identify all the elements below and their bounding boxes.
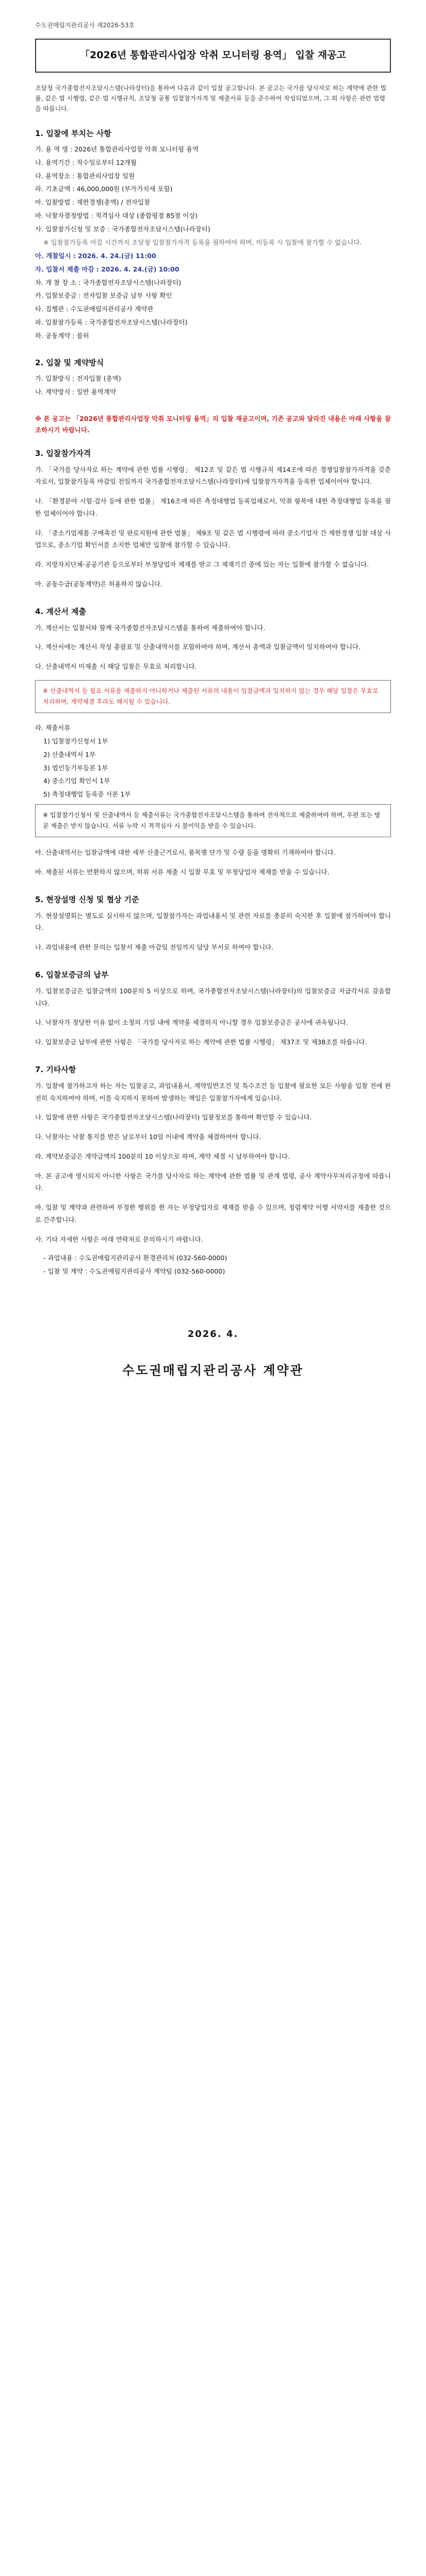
sec3-paragraph: 나. 「환경분야 시험·검사 등에 관한 법률」 제16조에 따른 측정대행업 등록업체로서, 악취 항목에 대한 측정대행업 등록을 필한 업체이어야 합니다. <box>35 497 391 517</box>
section-4-title: 4. 계산서 제출 <box>35 606 87 616</box>
sec1-item: 바. 낙찰자결정방법 : 적격심사 대상 (종합평점 85점 이상) <box>35 212 198 220</box>
intro-paragraph: 조달청 국가종합전자조달시스템(나라장터)을 통하여 다음과 같이 입찰 공고합니다. 본 공고는 국가를 당사자로 하는 계약에 관한 법률, 같은 법 시행령, 같은 법 시행규칙, 조달청 공통 입찰참가자격 및 제출서류 등을 준수하여 작성되었으며, 그 외 사항은 관련 법령을 따릅니다. <box>35 84 386 113</box>
section-5 <box>35 894 391 954</box>
sec4-item: 5) 측정대행업 등록증 사본 1부 <box>43 790 131 799</box>
sec4-item: 2) 산출내역서 1부 <box>43 750 96 758</box>
notice-date: 2026. 4. <box>187 1329 239 1340</box>
sec4-paragraph: 다. 산출내역서 미제출 시 해당 입찰은 무효로 처리합니다. <box>35 663 197 671</box>
sec2-item: 나. 계약방식 : 일반 용역계약 <box>35 387 116 396</box>
section-1-title: 1. 입찰에 부치는 사항 <box>35 128 111 138</box>
sec7-paragraph: 마. 본 공고에 명시되지 아니한 사항은 국가를 당사자로 하는 계약에 관한 법률 및 관계 법령, 공사 계약사무처리규정에 따릅니다. <box>35 1172 391 1192</box>
sec1-opening-date: 아. 개찰일시 : 2026. 4. 24.(금) 11:00 <box>35 251 156 260</box>
notice-number: 수도권매립지관리공사 제2026-53호 <box>35 22 135 29</box>
issuing-organization: 수도권매립지관리공사 계약관 <box>122 1363 304 1378</box>
contact-line: - 입찰 및 계약 : 수도권매립지관리공사 계약팀 (032-560-0000) <box>43 1267 225 1276</box>
sec1-item: 마. 입찰방법 : 제한경쟁(총액) / 전자입찰 <box>35 198 151 207</box>
sec5-paragraph: 가. 현장설명회는 별도로 실시하지 않으며, 입찰참가자는 과업내용서 및 관련 자료를 충분히 숙지한 후 입찰에 참가하여야 합니다. <box>35 911 391 932</box>
sec1-item: 카. 입찰보증금 : 전자입찰 보증금 납부 사항 확인 <box>35 292 172 300</box>
sec1-item: 파. 입찰참가등록 : 국가종합전자조달시스템(나라장터) <box>35 318 188 327</box>
sec1-item: 사. 입찰참가신청 및 보증 : 국가종합전자조달시스템(나라장터) <box>35 225 210 233</box>
sec1-item: 차. 개 찰 장 소 : 국가종합전자조달시스템(나라장터) <box>35 278 182 286</box>
sec4-item: 라. 제출서류 <box>35 723 71 732</box>
sec6-paragraph: 나. 낙찰자가 정당한 이유 없이 소정의 기일 내에 계약을 체결하지 아니할 경우 입찰보증금은 공사에 귀속됩니다. <box>35 1019 348 1027</box>
section-2 <box>35 357 391 398</box>
sec1-item: 라. 기초금액 : 46,000,000원 (부가가치세 포함) <box>35 185 173 193</box>
sec1-item: 가. 용 역 명 : 2026년 통합관리사업장 악취 모니터링 용역 <box>35 145 199 153</box>
sec6-paragraph: 가. 입찰보증금은 입찰금액의 100분의 5 이상으로 하며, 국가종합전자조달시스템(나라장터)의 입찰보증금 지급각서로 갈음합니다. <box>35 987 391 1007</box>
document <box>35 21 391 1378</box>
section-2-title: 2. 입찰 및 계약방식 <box>35 358 104 367</box>
section-5-title: 5. 현장설명 신청 및 협상 기준 <box>35 894 139 904</box>
section-1 <box>35 128 391 342</box>
sec2-item: 가. 입찰방식 : 전자입찰 (총액) <box>35 374 121 382</box>
sec4-paragraph: 가. 계산서는 입찰서와 함께 국가종합전자조달시스템을 통하여 제출하여야 합니다. <box>35 623 266 632</box>
sec4-item: 4) 중소기업 확인서 1부 <box>43 777 110 785</box>
section-4 <box>35 606 391 878</box>
sec3-paragraph: 가. 「국가를 당사자로 하는 계약에 관한 법률 시행령」 제12조 및 같은 법 시행규칙 제14조에 따른 경쟁입찰참가자격을 갖춘 자로서, 입찰참가등록 마감일 전일까지 국가종합전자조달시스템(나라장터)에 입찰참가자격을 등록한 업체이어야 합니다. <box>35 465 391 486</box>
section-6-title: 6. 입찰보증금의 납부 <box>35 970 109 979</box>
sec1-item: 다. 용역장소 : 통합관리사업장 일원 <box>35 172 135 180</box>
section-3-title: 3. 입찰참가자격 <box>35 448 91 458</box>
sec1-item: 타. 집행관 : 수도권매립지관리공사 계약관 <box>35 305 154 313</box>
sec1-item: 하. 공동계약 : 불허 <box>35 332 89 340</box>
sec7-paragraph: 나. 입찰에 관한 사항은 국가종합전자조달시스템(나라장터) 입찰정보를 통하여 확인할 수 있습니다. <box>35 1113 312 1122</box>
section-7-title: 7. 기타사항 <box>35 1064 76 1074</box>
sec5-paragraph: 나. 과업내용에 관한 문의는 입찰서 제출 마감일 전일까지 담당 부서로 하여야 합니다. <box>35 943 274 952</box>
section-7 <box>35 1064 391 1277</box>
sec4-warning-box: ※ 산출내역서 등 필요 서류를 제출하지 아니하거나 제출된 서류의 내용이 입찰금액과 일치하지 않는 경우 해당 입찰은 무효로 처리하며, 계약체결 후라도 해지될 수 있습니다. <box>35 680 391 713</box>
sec7-paragraph: 다. 낙찰자는 낙찰 통지를 받은 날로부터 10일 이내에 계약을 체결하여야 합니다. <box>35 1133 261 1141</box>
document-title: 「2026년 통합관리사업장 악취 모니터링 용역」 입찰 재공고 <box>35 39 391 73</box>
sec7-paragraph: 사. 기타 자세한 사항은 아래 연락처로 문의하시기 바랍니다. <box>35 1235 203 1243</box>
sec1-item: 나. 용역기간 : 착수일로부터 12개월 <box>35 158 137 166</box>
sec7-paragraph: 바. 입찰 및 계약과 관련하여 부정한 행위를 한 자는 부정당업자로 제재를 받을 수 있으며, 청렴계약 이행 서약서를 제출한 것으로 간주합니다. <box>35 1204 391 1224</box>
contact-line: - 과업내용 : 수도권매립지관리공사 환경관리처 (032-560-0000) <box>43 1254 227 1262</box>
sec4-paragraph: 나. 계산서에는 계산서 작성 총괄표 및 산출내역서를 포함하여야 하며, 계산서 총액과 입찰금액이 일치하여야 합니다. <box>35 643 361 651</box>
sec3-paragraph: 마. 공동수급(공동계약)은 허용하지 않습니다. <box>35 580 162 588</box>
sec3-paragraph: 다. 「중소기업제품 구매촉진 및 판로지원에 관한 법률」 제9조 및 같은 법 시행령에 따라 중소기업자 간 제한경쟁 입찰 대상 사업으로, 중소기업 확인서를 소지한 업체만 입찰에 참가할 수 있습니다. <box>35 529 391 549</box>
sec1-deadline: 자. 입찰서 제출 마감 : 2026. 4. 24.(금) 10:00 <box>35 265 179 273</box>
sec4-paragraph: 바. 제출된 서류는 반환하지 않으며, 허위 서류 제출 시 입찰 무효 및 부정당업자 제재를 받을 수 있습니다. <box>35 868 330 876</box>
section-3 <box>35 448 391 590</box>
sec7-paragraph: 가. 입찰에 참가하고자 하는 자는 입찰공고, 과업내용서, 계약일반조건 및 특수조건 등 입찰에 필요한 모든 사항을 입찰 전에 완전히 숙지하여야 하며, 이를 숙지하지 못하여 발생하는 책임은 입찰참가자에게 있습니다. <box>35 1081 391 1102</box>
sec4-paragraph: 마. 산출내역서는 입찰금액에 대한 세부 산출근거로서, 품목별 단가 및 수량 등을 명확히 기재하여야 합니다. <box>35 849 336 857</box>
sec4-info-box: ※ 입찰참가신청서 및 산출내역서 등 제출서류는 국가종합전자조달시스템을 통하여 전자적으로 제출하여야 하며, 우편 또는 방문 제출은 받지 않습니다. 서류 누락 시 적격심사 시 불이익을 받을 수 있습니다. <box>35 804 391 837</box>
section-6 <box>35 969 391 1048</box>
sec3-paragraph: 라. 지방자치단체·공공기관 등으로부터 부정당업자 제재를 받고 그 제재기간 중에 있는 자는 입찰에 참가할 수 없습니다. <box>35 561 369 569</box>
sec4-item: 3) 법인등기부등본 1부 <box>43 764 108 772</box>
sec1-sub-note: ※ 입찰참가등록 마감 시간까지 조달청 입찰참가자격 등록을 필하여야 하며, 미등록 시 입찰에 참가할 수 없습니다. <box>43 238 362 246</box>
sec4-item: 1) 입찰참가신청서 1부 <box>43 737 108 745</box>
reissue-note: ※ 본 공고는 「2026년 통합관리사업장 악취 모니터링 용역」의 입찰 재공고이며, 기존 공고와 달라진 내용은 아래 사항을 참조하시기 바랍니다. <box>35 414 391 434</box>
sec7-paragraph: 라. 계약보증금은 계약금액의 100분의 10 이상으로 하며, 계약 체결 시 납부하여야 합니다. <box>35 1152 290 1160</box>
sec6-paragraph: 다. 입찰보증금 납부에 관한 사항은 「국가를 당사자로 하는 계약에 관한 법률 시행령」 제37조 및 제38조를 따릅니다. <box>35 1038 367 1046</box>
